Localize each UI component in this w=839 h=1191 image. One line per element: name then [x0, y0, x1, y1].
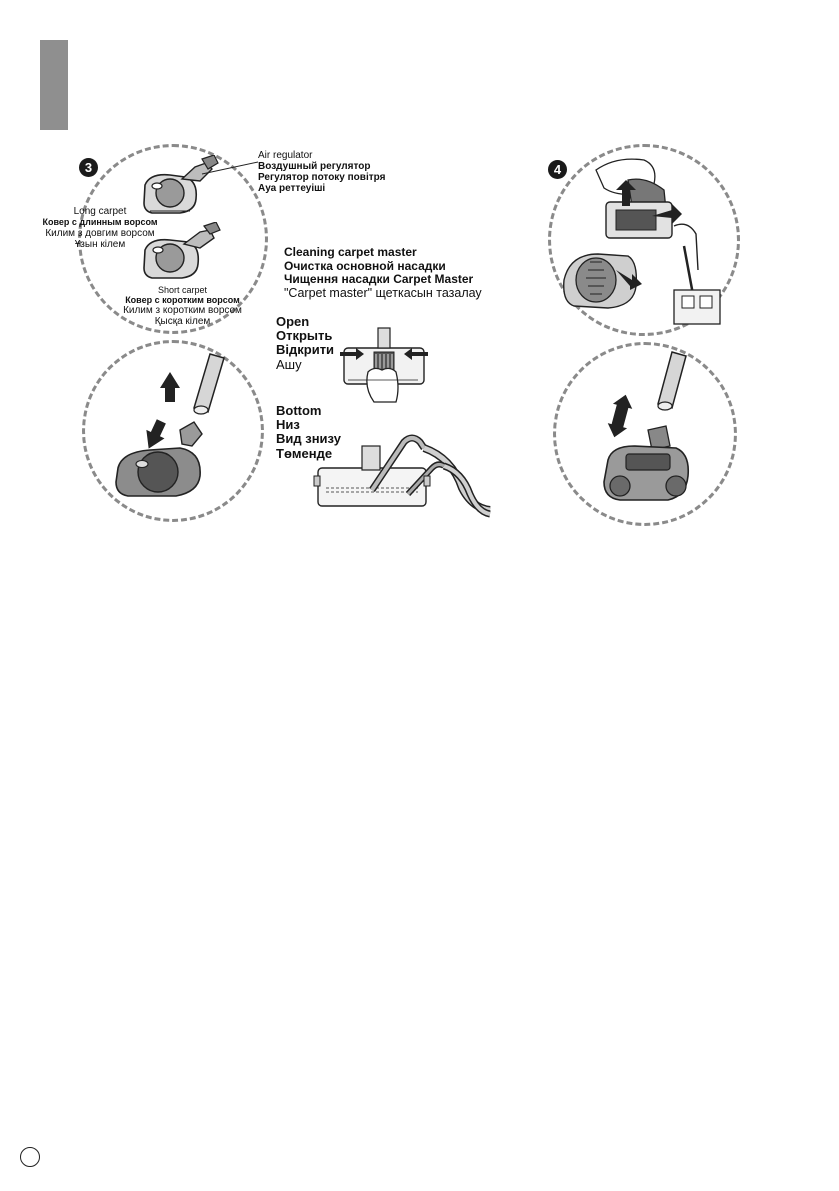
- attach-brush-illustration: [110, 350, 245, 510]
- step4-disassembly-illustration: [556, 150, 736, 330]
- bottom-ru: Низ: [276, 417, 300, 432]
- attach-tube-illustration: [590, 350, 720, 510]
- cleaning-title-ru: Очистка основной насадки: [284, 259, 446, 273]
- short-carpet-ru: Ковер с коротким ворсом: [125, 295, 240, 305]
- section-tab: [40, 40, 68, 130]
- long-carpet-kk: Ұзын кілем: [74, 239, 126, 250]
- open-cover-illustration: [338, 322, 430, 404]
- long-carpet-en: Long carpet: [73, 206, 127, 217]
- air-regulator-uk: Регулятор потоку повітря: [258, 172, 386, 183]
- long-carpet-uk: Килим з довгим ворсом: [45, 228, 155, 239]
- leader-line: [200, 160, 260, 178]
- open-kk: Ашу: [276, 357, 302, 372]
- cleaning-title-en: Cleaning carpet master: [284, 245, 417, 259]
- short-carpet-en: Short carpet: [157, 285, 208, 295]
- cleaning-title-uk: Чищення насадки Carpet Master: [284, 272, 474, 286]
- brush-bottom-cleaning-illustration: [312, 428, 492, 518]
- step3-badge: 3: [79, 158, 98, 177]
- open-en: Open: [276, 314, 310, 329]
- short-carpet-kk: Қысқа кілем: [154, 316, 211, 327]
- long-carpet-ru: Ковер с длинным ворсом: [42, 217, 158, 227]
- bottom-kk: Төменде: [276, 446, 333, 461]
- air-regulator-kk: Ауа реттеуіші: [258, 183, 326, 194]
- bottom-uk: Вид знизу: [276, 431, 341, 446]
- bottom-en: Bottom: [276, 403, 322, 418]
- air-regulator-ru: Воздушный регулятор: [258, 161, 371, 172]
- cleaning-title-kk: "Carpet master" щеткасын тазалау: [284, 286, 482, 300]
- short-carpet-uk: Килим з коротким ворсом: [123, 305, 242, 316]
- step4-badge: 4: [548, 160, 567, 179]
- page-number-marker: [20, 1147, 40, 1167]
- open-ru: Открыть: [276, 328, 333, 343]
- air-regulator-en: Air regulator: [258, 150, 313, 161]
- open-uk: Відкрити: [276, 342, 335, 357]
